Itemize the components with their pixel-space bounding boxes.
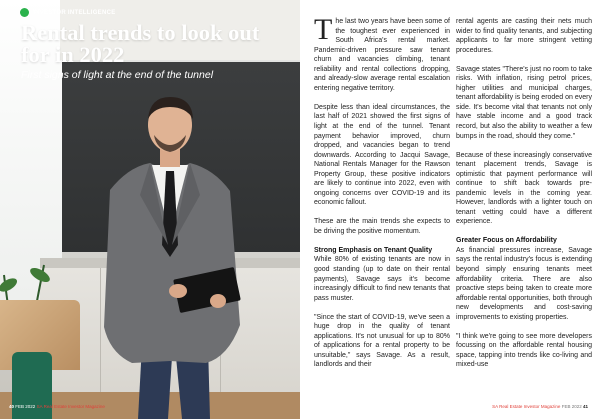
man-in-suit-illustration [80,95,260,419]
left-footer-magazine: SA Real Estate Investor Magazine [36,404,105,409]
right-footer-magazine: SA Real Estate Investor Magazine [492,404,561,409]
section-heading: Greater Focus on Affordability [456,237,557,245]
article-paragraph: Savage states "There's just no room to take risks. With inflation, rising petrol prices, higher utilities and municipal charges, tenant affordability is being eroded on every side. It's become vital that tenants not only have stable income and a good track record, but also the ability to weather a few bumps in the road, should they come." [456,65,592,140]
paragraph-text: he last two years have been some of the toughest ever experienced in South Africa's rental market. Pandemic-driven pressure saw tenant churn and vacancies climbing, tenant reliability and rental collections dropping, and already-slow average rental escalation entering negative territory. [314,18,450,92]
article-paragraph: "Since the start of COVID-19, we've seen a huge drop in the quality of tenant applications. It's not unusual for up to 80% of applications for a rental property to be unsuitable," says Savage. As a result, landlords and their [314,313,450,369]
article-paragraph: While 80% of existing tenants are now in good standing (up to date on their rental payments), Savage says it's become increasingly difficult to find new tenants that pass muster. [314,256,450,302]
right-footer-date: FEB 2022 [561,404,582,409]
article-column-1 [314,13,450,380]
article-paragraph: "I think we're going to see more developers focussing on the affordable rental housing space, tapping into trends like co-living and mixed-use [456,332,592,369]
article-paragraph: Despite less than ideal circumstances, the last half of 2021 showed the first signs of light at the end of the tunnel. Tenant payment behavior improved, churn dropped, and vacancies began to trend downwards. According to Jacqui Savage, National Rentals Manager for the Rawson Property Group, these positive indicators are likely to continue into 2022, even with ongoing concerns over COVID-19 and its economic fallout. [314,103,450,207]
article-paragraph: These are the main trends she expects to be driving the positive momentum. [314,218,450,235]
section-tag [20,8,116,17]
article-headline: Rental trends to look out for in 2022 [21,20,260,67]
article-subheadline: First signs of light at the end of the tunnel [21,69,214,81]
section-dot-icon [20,8,29,17]
article-paragraph: As financial pressures increase, Savage says the rental industry's focus is extending beyond simply ensuring tenants meet affordability criteria. There are also proactive steps being taken to create more affordable rental opportunities, both through new developments and cost-saving improvements to existing properties. [456,246,592,321]
left-footer-date: FEB 2022 [15,404,36,409]
section-tag-label: INVESTOR INTELLIGENCE [33,9,116,16]
article-page [300,0,600,419]
left-page-footer [9,404,105,409]
article-column-2 [456,17,592,380]
article-paragraph: rental agents are casting their nets much wider to find quality tenants, and subjecting applicants to far more stringent vetting procedures. [456,18,592,54]
right-page-footer [492,404,588,409]
drop-cap: T [314,13,333,46]
left-page-number: 40 [9,404,15,409]
article-paragraph: Because of these increasingly conservative tenant placement trends, Savage is optimistic that payment performance will continue to shift back towards pre-pandemic levels in the coming year. However, landlords with a lighter touch on tenant vetting could have a different experience. [456,151,592,226]
section-heading: Strong Emphasis on Tenant Quality [314,246,433,254]
article-paragraph [314,13,450,93]
right-page-number: 41 [582,404,588,409]
